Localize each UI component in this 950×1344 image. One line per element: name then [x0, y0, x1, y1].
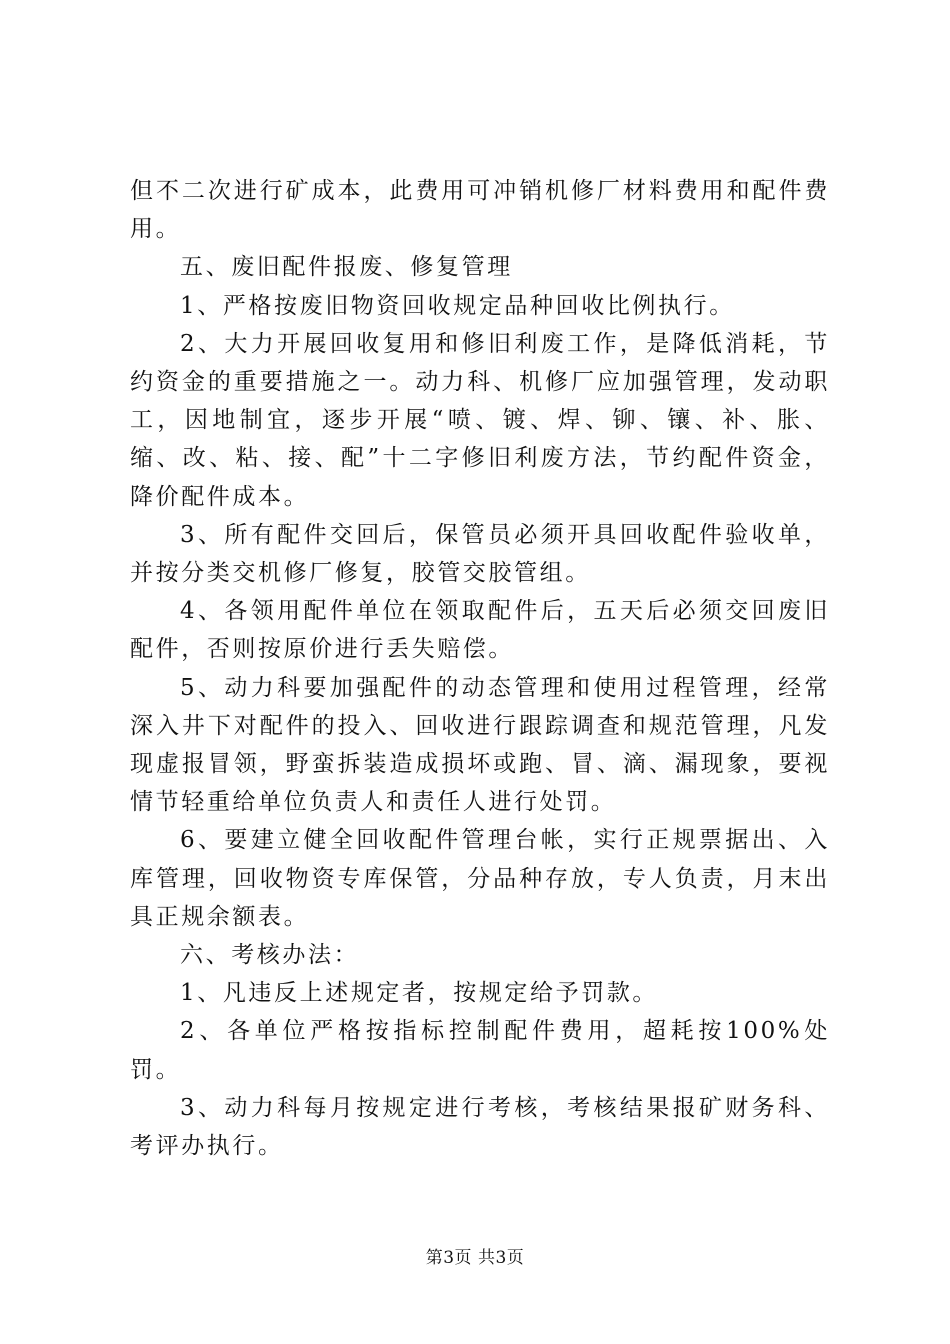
document-body — [130, 172, 830, 1165]
assessment-item-1: 1、凡违反上述规定者，按规定给予罚款。 — [180, 980, 659, 1007]
assessment-item-3: 3、动力科每月按规定进行考核，考核结果报矿财务科、考评办执行。 — [130, 1094, 830, 1160]
assessment-item-2: 2、各单位严格按指标控制配件费用，超耗按100%处罚。 — [130, 1018, 830, 1083]
paragraph-continuation: 但不二次进行矿成本，此费用可冲销机修厂材料费用和配件费用。 — [130, 178, 830, 243]
paragraph-item-4: 4、各领用配件单位在领取配件后，五天后必须交回废旧配件，否则按原价进行丢失赔偿。 — [130, 598, 830, 663]
page-footer: 第3页 共3页 — [425, 1248, 525, 1268]
section-heading-six: 六、考核办法： — [180, 942, 360, 969]
paragraph-item-5: 5、动力科要加强配件的动态管理和使用过程管理，经常深入井下对配件的投入、回收进行跟踪调查和规范管理，凡发现虚报冒领，野蛮拆装造成损坏或跑、冒、滴、漏现象，要视情节轻重给单位负责人和责任人进行处罚。 — [130, 674, 830, 816]
paragraph-item-3: 3、所有配件交回后，保管员必须开具回收配件验收单，并按分类交机修厂修复，胶管交胶管组。 — [130, 521, 830, 587]
section-heading-five: 五、废旧配件报废、修复管理 — [180, 254, 513, 281]
paragraph-item-6: 6、要建立健全回收配件管理台帐，实行正规票据出、入库管理，回收物资专库保管，分品种存放，专人负责，月末出具正规余额表。 — [130, 827, 830, 930]
paragraph-item-1: 1、严格按废旧物资回收规定品种回收比例执行。 — [180, 292, 735, 319]
paragraph-item-2: 2、大力开展回收复用和修旧利废工作，是降低消耗，节约资金的重要措施之一。动力科、机修厂应加强管理，发动职工，因地制宜，逐步开展“喷、镀、焊、铆、镶、补、胀、缩、改、粘、接、配”十二字修旧利废方法，节约配件资金，降价配件成本。 — [130, 330, 830, 510]
